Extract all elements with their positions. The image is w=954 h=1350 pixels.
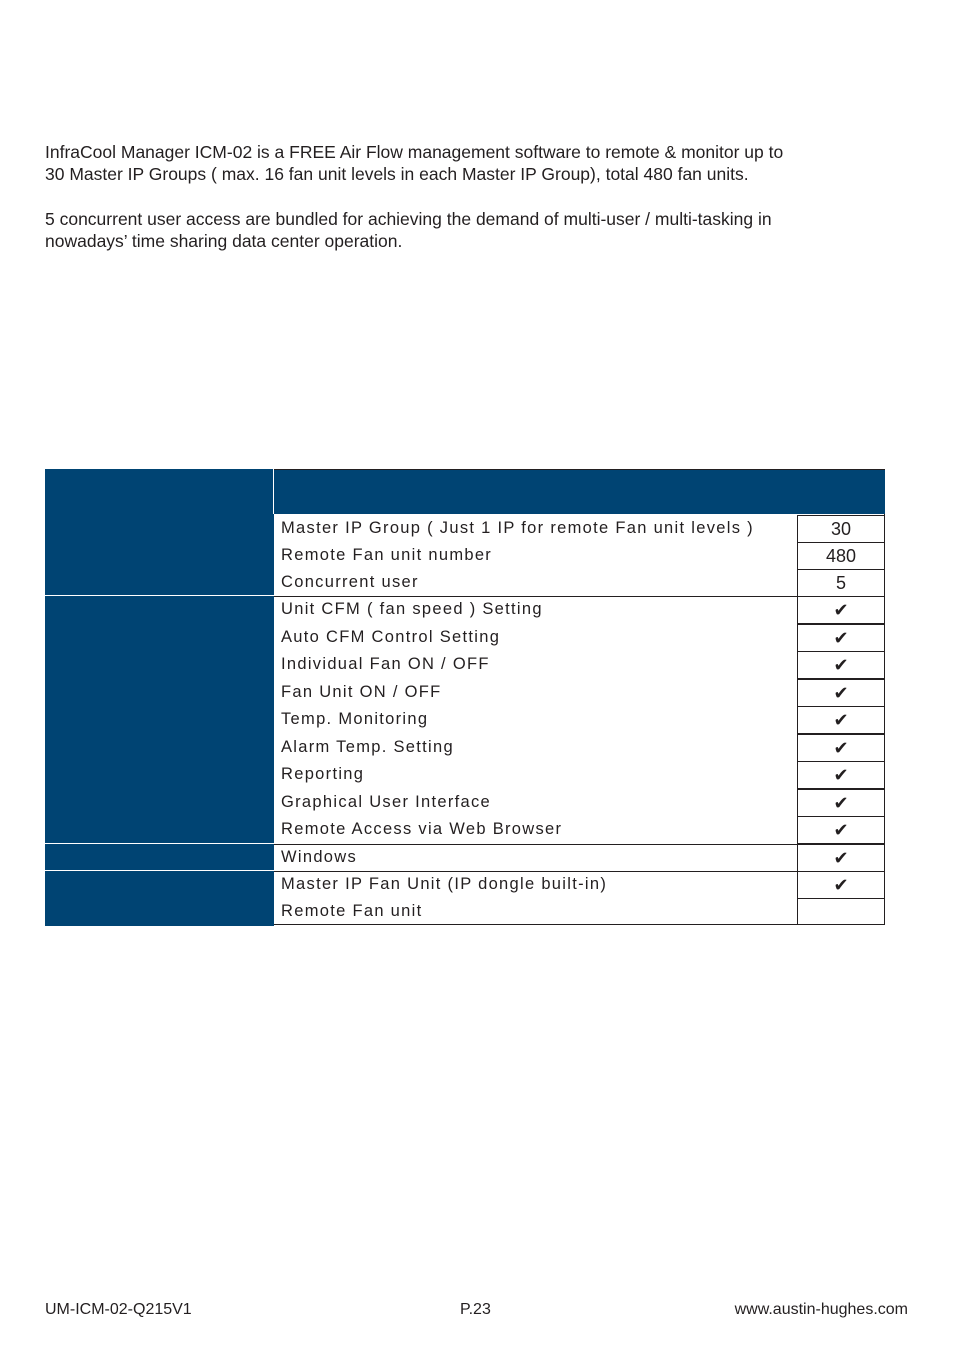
feature-table	[45, 469, 885, 926]
intro-paragraph-1	[45, 141, 885, 185]
table-row-feature: Individual Fan ON / OFF	[281, 655, 490, 673]
table-row-feature: Remote Fan unit number	[281, 546, 493, 564]
footer-doc-code: UM-ICM-02-Q215V1	[45, 1301, 192, 1318]
table-row-value	[797, 898, 885, 925]
table-row-value: ✔	[797, 706, 885, 734]
table-row-feature: Graphical User Interface	[281, 793, 492, 811]
table-row-value: 480	[797, 542, 885, 570]
table-row-feature: Remote Access via Web Browser	[281, 820, 563, 838]
table-row-feature: Master IP Fan Unit (IP dongle built-in)	[281, 875, 608, 893]
table-row-feature: Unit CFM ( fan speed ) Setting	[281, 600, 543, 618]
category-cell-functions	[45, 596, 274, 844]
table-row-feature: Windows	[281, 848, 358, 866]
table-row-value: ✔	[797, 816, 885, 844]
intro-line: 30 Master IP Groups ( max. 16 fan unit levels in each Master IP Group), total 480 fan units.	[45, 164, 749, 184]
footer-website: www.austin-hughes.com	[734, 1301, 908, 1318]
group-divider	[274, 844, 885, 845]
table-row-feature: Master IP Group ( Just 1 IP for remote Fan unit levels )	[281, 519, 754, 537]
category-cell-os	[45, 844, 274, 871]
table-row-feature: Reporting	[281, 765, 365, 783]
table-header-left	[45, 469, 274, 514]
category-cell-capacity	[45, 514, 274, 596]
intro-line: InfraCool Manager ICM-02 is a FREE Air Flow management software to remote & monitor up to	[45, 142, 784, 162]
table-row-feature: Alarm Temp. Setting	[281, 738, 454, 756]
table-row-feature: Temp. Monitoring	[281, 710, 429, 728]
table-row-value: ✔	[797, 789, 885, 817]
table-row-value: ✔	[797, 871, 885, 899]
table-row-value: 30	[797, 515, 885, 543]
table-row-feature: Fan Unit ON / OFF	[281, 683, 442, 701]
table-row-feature: Auto CFM Control Setting	[281, 628, 501, 646]
table-row-value: ✔	[797, 651, 885, 679]
table-row-feature: Concurrent user	[281, 573, 419, 591]
intro-line: 5 concurrent user access are bundled for achieving the demand of multi-user / multi-tasking in	[45, 209, 772, 229]
table-row-value: ✔	[797, 624, 885, 652]
table-row-value: ✔	[797, 596, 885, 624]
table-row-value: ✔	[797, 734, 885, 762]
table-row-value: ✔	[797, 679, 885, 707]
footer-page-number: P.23	[460, 1301, 491, 1318]
intro-line: nowadays’ time sharing data center operation.	[45, 231, 403, 251]
table-header-right	[274, 469, 885, 514]
intro-paragraph-2	[45, 208, 885, 252]
table-row-value: ✔	[797, 844, 885, 872]
table-row-feature: Remote Fan unit	[281, 902, 423, 920]
table-row-value: 5	[797, 569, 885, 597]
category-cell-hardware	[45, 871, 274, 926]
table-row-value: ✔	[797, 761, 885, 789]
